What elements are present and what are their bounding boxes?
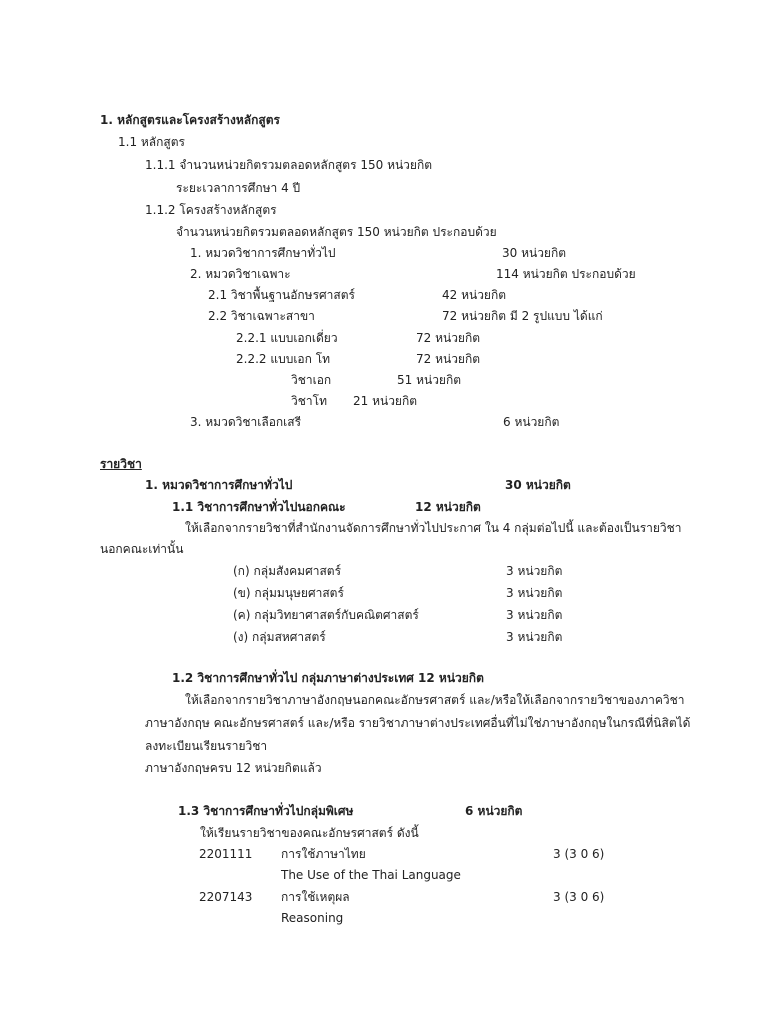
section-1-1-text-cont: นอกคณะเท่านั้น bbox=[100, 542, 184, 556]
total-credits-text: จำนวนหน่วยกิตรวมตลอดหลักสูตร 150 หน่วยกิต ประกอบด้วย bbox=[176, 225, 497, 239]
section-1-3-text: ให้เรียนรายวิชาของคณะอักษรศาสตร์ ดังนี้ bbox=[200, 826, 419, 840]
group-b-label: (ข) กลุ่มมนุษยศาสตร์ bbox=[233, 586, 344, 600]
section-1-2-text-4: ภาษาอังกฤษครบ 12 หน่วยกิตแล้ว bbox=[145, 761, 322, 775]
group-a-credits: 3 หน่วยกิต bbox=[506, 564, 563, 578]
course-credit: 3 (3 0 6) bbox=[553, 890, 605, 904]
course-code: 2201111 bbox=[199, 847, 253, 861]
courses-heading: รายวิชา bbox=[100, 457, 142, 471]
subheading-1-1-2: 1.1.2 โครงสร้างหลักสูตร bbox=[145, 203, 277, 217]
gen-ed-credits: 30 หน่วยกิต bbox=[505, 478, 571, 492]
section-1-2-text-3: ลงทะเบียนเรียนรายวิชา bbox=[145, 739, 268, 753]
course-credit: 3 (3 0 6) bbox=[553, 847, 605, 861]
course-name-th: การใช้เหตุผล bbox=[281, 890, 350, 904]
course-code: 2207143 bbox=[199, 890, 253, 904]
section-1-2-text-2: ภาษาอังกฤษ คณะอักษรศาสตร์ และ/หรือ รายวิชาภาษาต่างประเทศอื่นที่ไม่ใช่ภาษาอังกฤษในกรณีที่นิสิตได้ bbox=[145, 716, 691, 730]
minor-label: วิชาโท bbox=[291, 394, 327, 408]
gen-ed-label: 1. หมวดวิชาการศึกษาทั่วไป bbox=[145, 478, 293, 492]
section-1-2-text-1: ให้เลือกจากรายวิชาภาษาอังกฤษนอกคณะอักษรศาสตร์ และ/หรือให้เลือกจากรายวิชาของภาควิชา bbox=[185, 693, 685, 707]
section-1-1-text: ให้เลือกจากรายวิชาที่สำนักงานจัดการศึกษาทั่วไปประกาศ ใน 4 กลุ่มต่อไปนี้ และต้องเป็นรายวิชา bbox=[185, 521, 682, 535]
group-1-label: 1. หมวดวิชาการศึกษาทั่วไป bbox=[190, 246, 336, 260]
subheading-1-1-1: 1.1.1 จำนวนหน่วยกิตรวมตลอดหลักสูตร 150 หน่วยกิต bbox=[145, 158, 433, 172]
group-d-label: (ง) กลุ่มสหศาสตร์ bbox=[233, 630, 326, 644]
subheading-1-1: 1.1 หลักสูตร bbox=[118, 135, 185, 149]
course-name-en: The Use of the Thai Language bbox=[281, 868, 461, 882]
group-2-label: 2. หมวดวิชาเฉพาะ bbox=[190, 267, 291, 281]
group-3-label: 3. หมวดวิชาเลือกเสรี bbox=[190, 415, 302, 429]
group-2-2-label: 2.2 วิชาเฉพาะสาขา bbox=[208, 309, 315, 323]
major-credits: 51 หน่วยกิต bbox=[397, 373, 462, 387]
group-2-credits: 114 หน่วยกิต ประกอบด้วย bbox=[496, 267, 636, 281]
section-heading: 1. หลักสูตรและโครงสร้างหลักสูตร bbox=[100, 113, 280, 127]
section-1-3-label: 1.3 วิชาการศึกษาทั่วไปกลุ่มพิเศษ bbox=[178, 804, 354, 818]
section-1-1-label: 1.1 วิชาการศึกษาทั่วไปนอกคณะ bbox=[172, 500, 346, 514]
group-2-1-credits: 42 หน่วยกิต bbox=[442, 288, 507, 302]
minor-credits: 21 หน่วยกิต bbox=[353, 394, 418, 408]
section-1-1-credits: 12 หน่วยกิต bbox=[415, 500, 481, 514]
group-2-2-credits: 72 หน่วยกิต มี 2 รูปแบบ ได้แก่ bbox=[442, 309, 603, 323]
duration-text: ระยะเวลาการศึกษา 4 ปี bbox=[176, 181, 301, 195]
group-2-2-1-label: 2.2.1 แบบเอกเดี่ยว bbox=[236, 331, 338, 345]
group-1-credits: 30 หน่วยกิต bbox=[502, 246, 567, 260]
group-2-2-2-credits: 72 หน่วยกิต bbox=[416, 352, 481, 366]
group-b-credits: 3 หน่วยกิต bbox=[506, 586, 563, 600]
major-label: วิชาเอก bbox=[291, 373, 332, 387]
group-2-1-label: 2.1 วิชาพื้นฐานอักษรศาสตร์ bbox=[208, 288, 355, 302]
group-3-credits: 6 หน่วยกิต bbox=[503, 415, 560, 429]
group-a-label: (ก) กลุ่มสังคมศาสตร์ bbox=[233, 564, 342, 578]
group-c-label: (ค) กลุ่มวิทยาศาสตร์กับคณิตศาสตร์ bbox=[233, 608, 419, 622]
course-name-en: Reasoning bbox=[281, 911, 344, 925]
group-2-2-1-credits: 72 หน่วยกิต bbox=[416, 331, 481, 345]
group-d-credits: 3 หน่วยกิต bbox=[506, 630, 563, 644]
section-1-2-heading: 1.2 วิชาการศึกษาทั่วไป กลุ่มภาษาต่างประเทศ 12 หน่วยกิต bbox=[172, 671, 484, 685]
group-c-credits: 3 หน่วยกิต bbox=[506, 608, 563, 622]
section-1-3-credits: 6 หน่วยกิต bbox=[465, 804, 523, 818]
group-2-2-2-label: 2.2.2 แบบเอก โท bbox=[236, 352, 331, 366]
course-name-th: การใช้ภาษาไทย bbox=[281, 847, 366, 861]
